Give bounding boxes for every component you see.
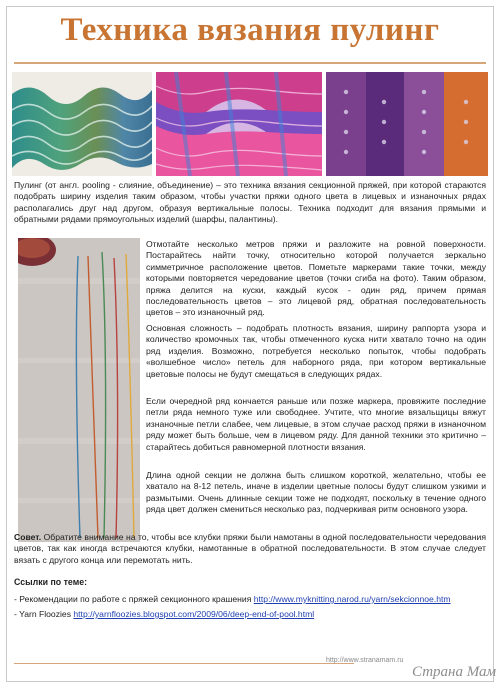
yarn-ball-photo (18, 238, 140, 542)
footer-url: http://www.stranamam.ru (326, 657, 404, 664)
title-divider (14, 62, 486, 64)
paragraph-3: Если очередной ряд кончается раньше или позже маркера, провяжите последние петли ряда немного туже или свободнее. Учтите, что многие вязальщицы вяжут изнаночные петли слабее, чем лицевые, в этом случае расход пряжи в изнаночном ряду может быть больше, чем в лицевом ряду. Для данной техники это критично – старайтесь добиться равномерной плотности вязания. (146, 396, 486, 452)
link-item-2 (14, 609, 314, 619)
link-item-1 (14, 594, 451, 604)
link-url-1[interactable]: http://www.myknitting.narod.ru/yarn/sekcionnoe.htm (253, 594, 451, 604)
tip-label: Совет. (14, 532, 42, 542)
paragraph-4: Длина одной секции не должна быть слишком короткой, желательно, чтобы ее хватало на 8-12 петель, иначе в изделии цветные полосы будут слишком узкими и размытыми. Очень длинные секции тоже не подходят, поскольку в течение одного ряда цвет должен смениться несколько раз, подчеркивая ритм основного узора. (146, 470, 486, 515)
scarf-photo-teal (12, 72, 152, 176)
scarf-photo-purple (326, 72, 488, 176)
tip-text: Обратите внимание на то, чтобы все клубки пряжи были намотаны в одной последовательности чередования цветов, так как иногда встречаются клубки, намотанные в обратной последовательности. В этом случае следует вязать с другого конца или перемотать нить. (14, 532, 487, 565)
paragraph-1: Отмотайте несколько метров пряжи и разложите на ровной поверхности. Постарайтесь найти точку, относительно которой получается зеркально симметричное расположение цветов. Пометьте маркерами такие точки, между которыми повторяется чередование цветов (точки сгиба на фото). Таким образом, пряжа делится на куски, каждый кусок - один ряд, причем прямая последовательность цветов – это лицевой ряд, обратная последовательность цветов – это изнаночный ряд. (146, 239, 486, 318)
link-url-2[interactable]: http://yarnfloozies.blogspot.com/2009/06/deep-end-of-pool.html (73, 609, 315, 619)
intro-paragraph: Пулинг (от англ. pooling - слияние, объединение) – это техника вязания секционной пряжей, при которой стараются подобрать ширину изделия таким образом, чтобы участки пряжи одного цвета в лицевых и изнаночных рядах располагались друг над другом, образуя вертикальные полосы. Техника подходит для вязания прямыми и обратными рядами прямоугольных изделий (шарфы, палантины). (14, 180, 486, 225)
page-title: Техника вязания пулинг (60, 12, 440, 48)
link-prefix-1: - Рекомендации по работе с пряжей секционного крашения (14, 594, 254, 604)
site-watermark: Страна Мам (412, 664, 497, 680)
links-heading: Ссылки по теме: (14, 577, 88, 587)
tip-paragraph (14, 532, 486, 566)
link-prefix-2: - Yarn Floozies (14, 609, 74, 619)
scarf-photo-pink (156, 72, 322, 176)
paragraph-2: Основная сложность – подобрать плотность вязания, ширину раппорта узора и количество кромочных так, чтобы отмеченного куска нити хватало точно на один ряд изделия. Возможно, потребуется несколько попыток, чтобы подобрать «волшебное число» петель для наборного ряда, при котором вертикальные цветовые полосы не будут смещаться в следующих рядах. (146, 323, 486, 379)
footer-divider (14, 663, 354, 664)
